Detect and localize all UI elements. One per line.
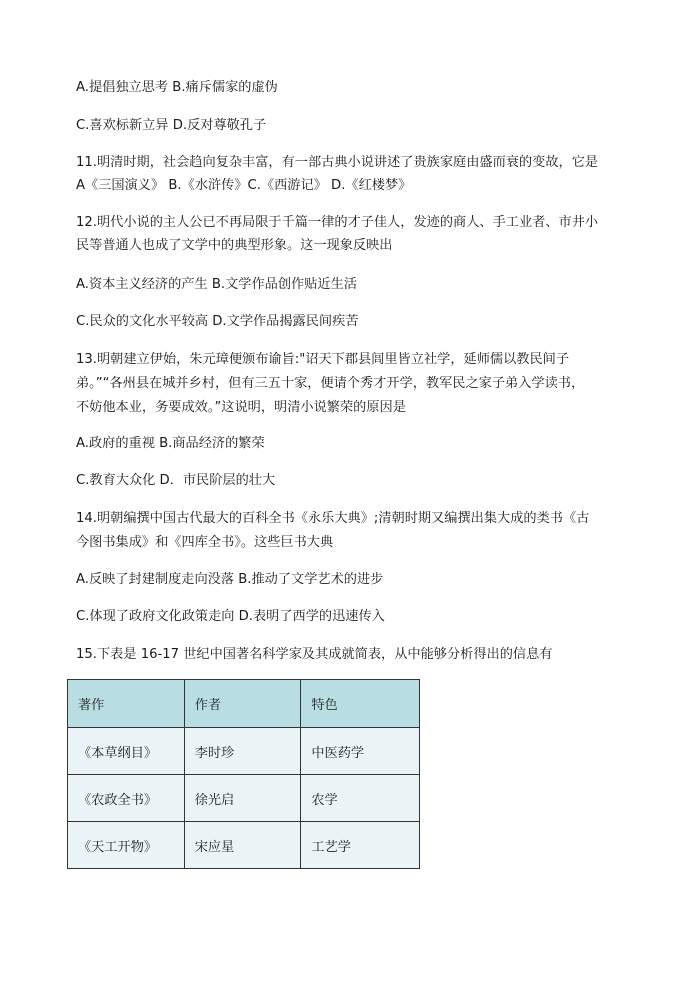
cell-work: 《天工开物》 xyxy=(68,822,185,869)
q10-options-ab: A.提倡独立思考 B.痛斥儒家的虚伪 xyxy=(76,80,278,95)
cell-author: 李时珍 xyxy=(184,728,301,775)
cell-author: 宋应星 xyxy=(184,822,301,869)
scientists-table xyxy=(67,679,420,869)
cell-work: 《农政全书》 xyxy=(68,775,185,822)
cell-author: 徐光启 xyxy=(184,775,301,822)
q10-options-cd: C.喜欢标新立异 D.反对尊敬孔子 xyxy=(76,118,267,133)
q14-stem-line-2: 今图书集成》和《四库全书》。这些巨书大典 xyxy=(76,535,334,550)
q12-stem-line-2: 民等普通人也成了文学中的典型形象。这一现象反映出 xyxy=(76,238,393,253)
q12-options-ab: A.资本主义经济的产生 B.文学作品创作贴近生活 xyxy=(76,277,357,292)
q13-stem-line-2: 弟。”“各州县在城并乡村，但有三五十家，便请个秀才开学，教军民之家子弟入学读书， xyxy=(76,376,585,391)
q12-stem-line-1: 12.明代小说的主人公已不再局限于千篇一律的才子佳人，发迹的商人、手工业者、市井小 xyxy=(76,215,599,230)
header-cell-author: 作者 xyxy=(184,680,301,728)
table-row xyxy=(68,822,420,869)
table-row xyxy=(68,775,420,822)
cell-work: 《本草纲目》 xyxy=(68,728,185,775)
q13-options-ab: A.政府的重视 B.商品经济的繁荣 xyxy=(76,436,265,451)
q14-options-cd: C.体现了政府文化政策走向 D.表明了西学的迅速传入 xyxy=(76,609,385,624)
q13-stem-line-3: 不妨他本业，务要成效。”这说明，明清小说繁荣的原因是 xyxy=(76,400,406,415)
cell-feature: 工艺学 xyxy=(301,822,420,869)
q15-stem: 15.下表是 16-17 世纪中国著名科学家及其成就简表，从中能够分析得出的信息有 xyxy=(76,647,553,662)
q11-options: A《三国演义》 B.《水浒传》C.《西游记》 D.《红楼梦》 xyxy=(76,178,412,193)
q14-stem-line-1: 14.明朝编撰中国古代最大的百科全书《永乐大典》;清朝时期又编撰出集大成的类书《古 xyxy=(76,511,590,526)
cell-feature: 中医药学 xyxy=(301,728,420,775)
cell-feature: 农学 xyxy=(301,775,420,822)
table-header-row xyxy=(68,680,420,728)
q14-options-ab: A.反映了封建制度走向没落 B.推动了文学艺术的进步 xyxy=(76,572,384,587)
q12-options-cd: C.民众的文化水平较高 D.文学作品揭露民间疾苦 xyxy=(76,314,359,329)
table-row xyxy=(68,728,420,775)
q13-options-cd: C.教育大众化 D．市民阶层的壮大 xyxy=(76,473,276,488)
q11-stem: 11.明清时期，社会趋向复杂丰富，有一部古典小说讲述了贵族家庭由盛而衰的变故，它是 xyxy=(76,155,599,170)
header-cell-work: 著作 xyxy=(68,680,185,728)
q13-stem-line-1: 13.明朝建立伊始，朱元璋便颁布谕旨:"诏天下郡县闾里皆立社学，延师儒以教民间子 xyxy=(76,352,570,367)
header-cell-feature: 特色 xyxy=(301,680,420,728)
